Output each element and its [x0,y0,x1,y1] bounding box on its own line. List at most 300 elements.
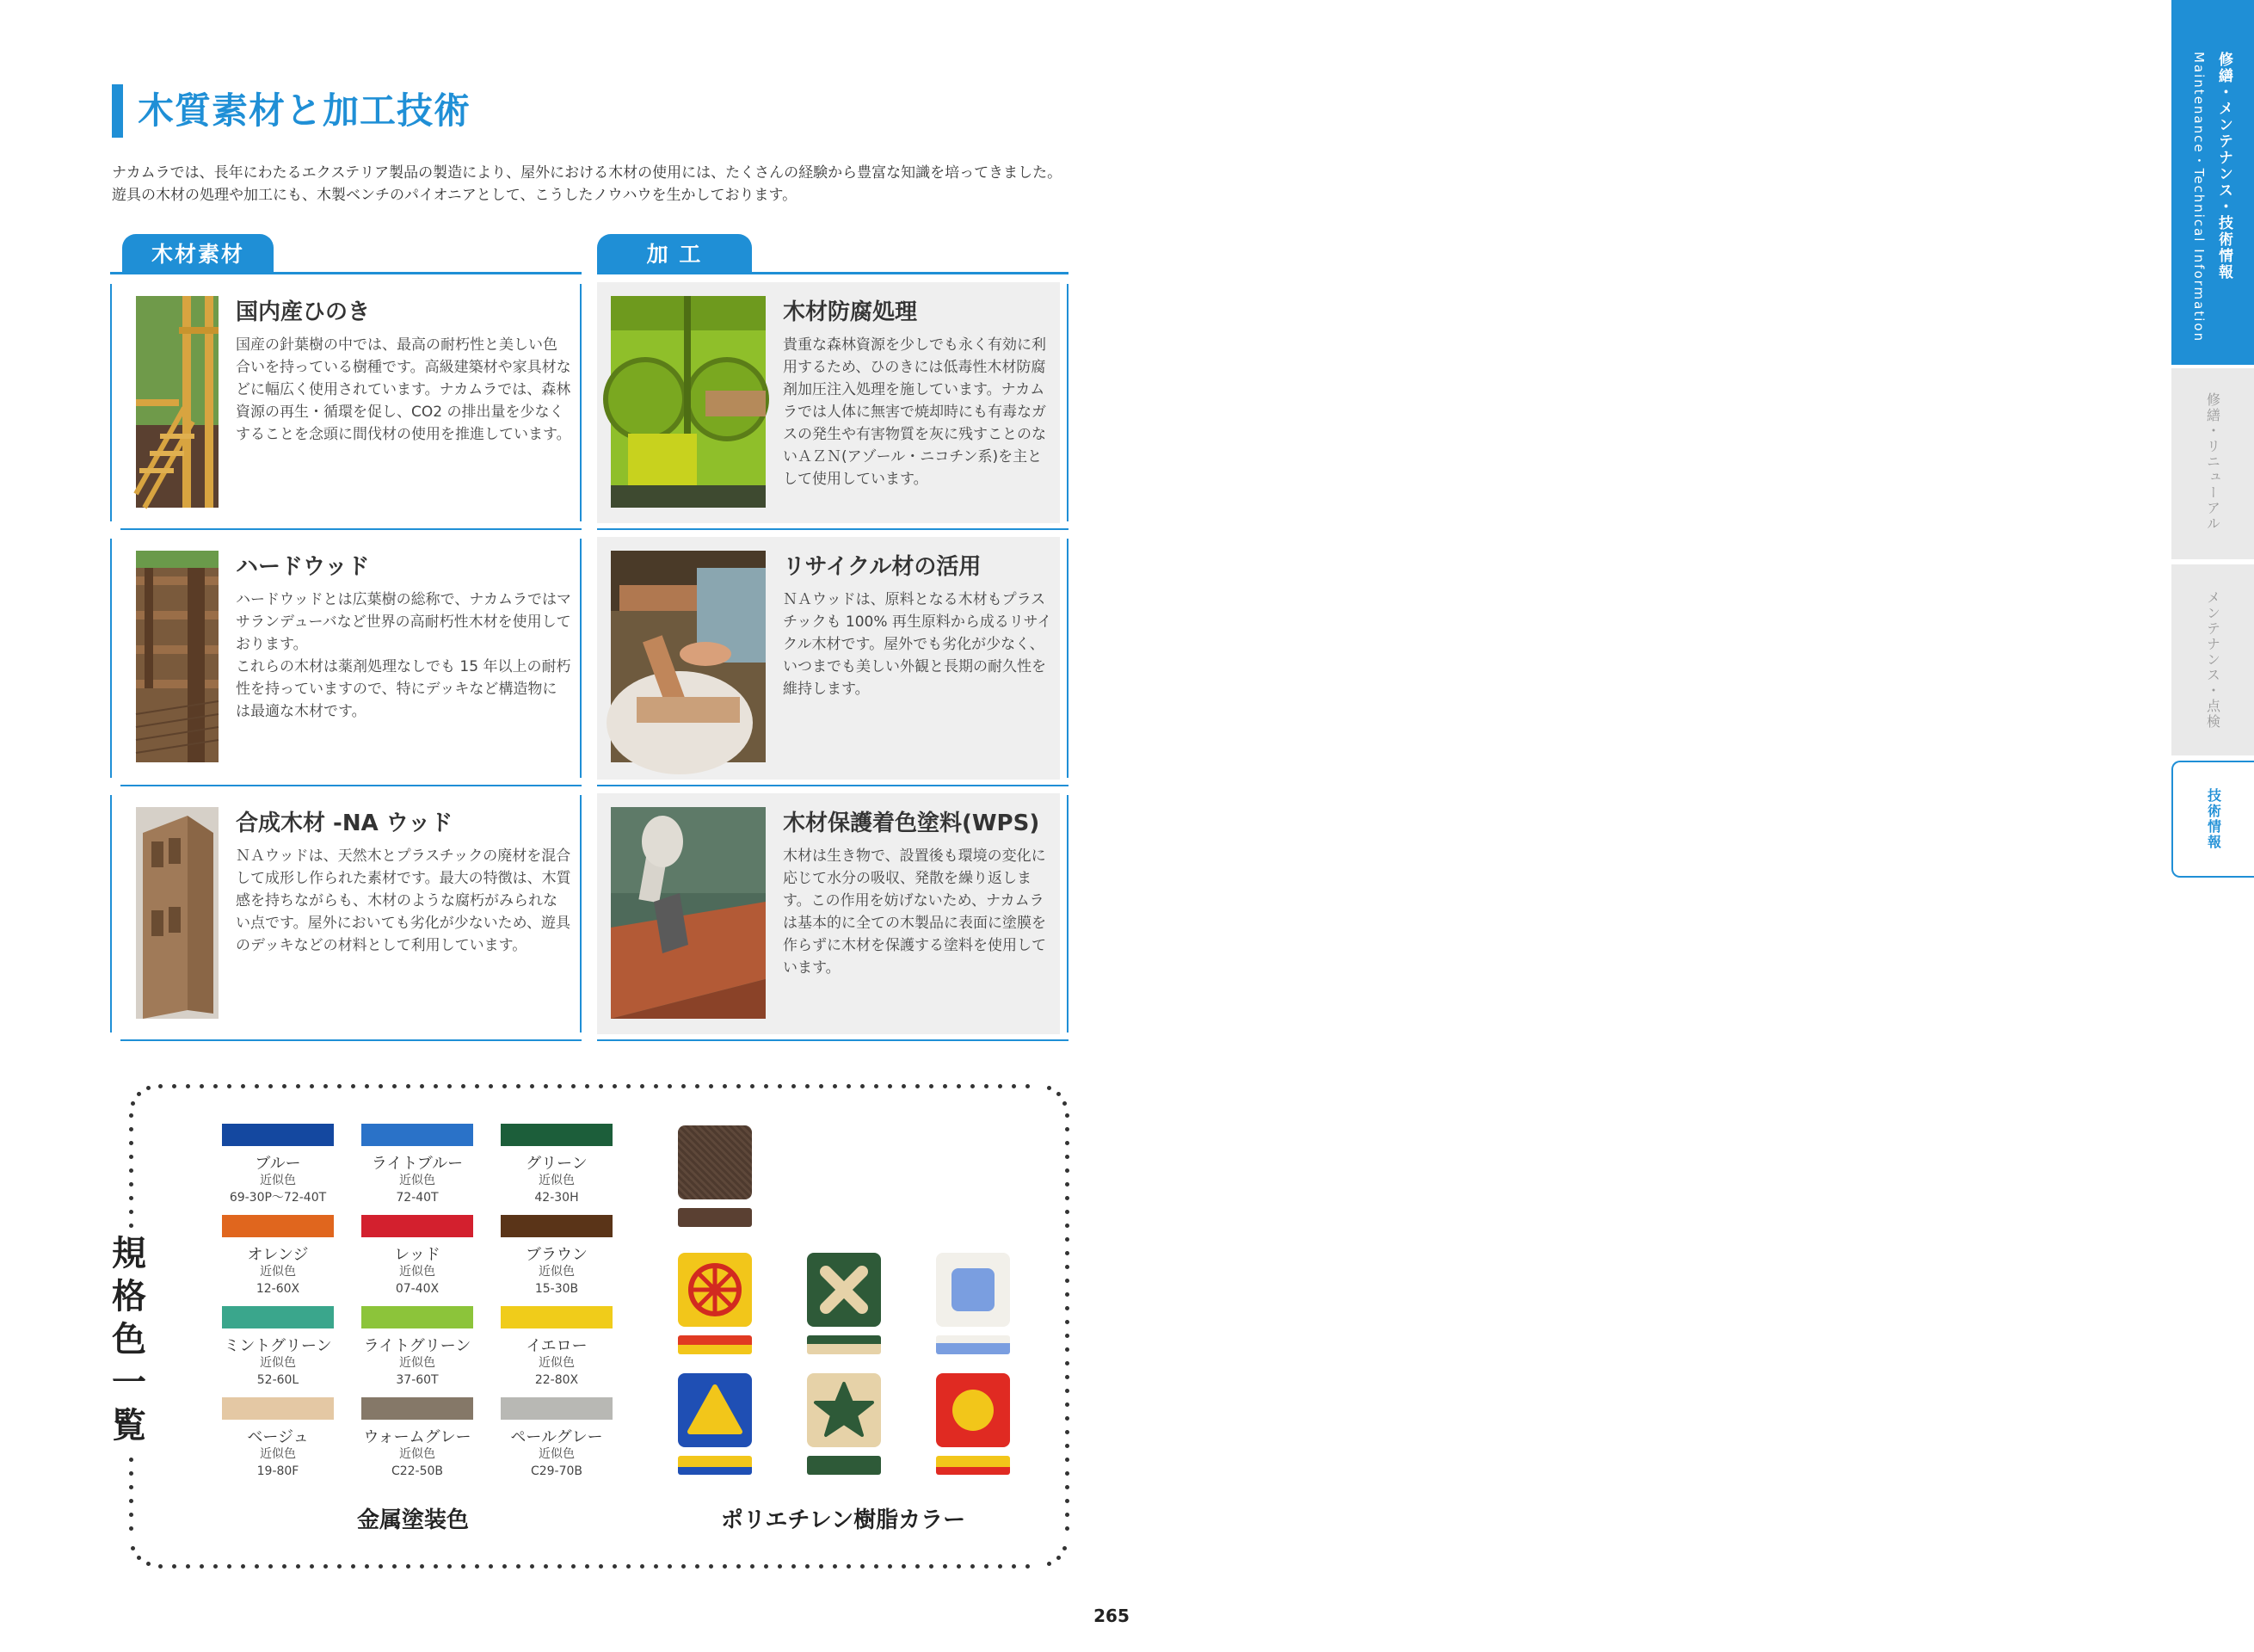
frame-dot [681,1084,686,1088]
yellow-red-strip [936,1456,1010,1475]
frame-dot [1065,1210,1069,1214]
frame-dot [1065,1513,1069,1517]
frame-dot [137,1556,141,1560]
color-name: グリーン [526,1155,588,1173]
frame-dot [1025,1084,1030,1088]
approx-color-label: 近似色 [260,1174,296,1187]
frame-dot [406,1084,410,1088]
card-edge-line [110,795,112,1032]
star-shape-icon [807,1373,881,1447]
frame-dot [1012,1084,1016,1088]
green-beige-strip [807,1335,881,1354]
color-code: C22-50B [391,1464,444,1478]
wps-painting-photo [611,807,766,1019]
frame-dot [1062,1101,1067,1106]
row-divider [120,785,582,786]
color-code: 15-30B [534,1282,579,1296]
frame-dot [695,1084,699,1088]
frame-dot [129,1513,133,1517]
color-name: イエロー [526,1337,588,1355]
frame-dot [296,1084,300,1088]
frame-dot [998,1084,1002,1088]
color-name: オレンジ [247,1246,309,1264]
color-name: ライトグリーン [363,1337,471,1355]
frame-dot [585,1564,589,1569]
x-shape-icon [807,1253,881,1327]
frame-dot [137,1092,141,1096]
row-divider [597,528,1068,530]
frame-dot [241,1564,245,1569]
color-swatch [361,1215,473,1237]
card-edge-line [110,284,112,521]
color-swatch [501,1215,613,1237]
frame-dot [461,1084,465,1088]
section-line-right [597,272,1068,274]
frame-dot [750,1564,754,1569]
frame-dot [819,1084,823,1088]
frame-dot [888,1084,892,1088]
frame-dot [241,1084,245,1088]
color-swatch [361,1124,473,1146]
approx-color-label: 近似色 [399,1265,435,1279]
frame-dot [1065,1444,1069,1448]
frame-dot [902,1564,906,1569]
frame-dot [351,1084,355,1088]
frame-dot [129,1224,133,1228]
green-strip [807,1456,881,1475]
frame-dot [888,1564,892,1569]
frame-dot [613,1084,617,1088]
frame-dot [1065,1471,1069,1476]
approx-color-label: 近似色 [539,1174,575,1187]
approx-color-label: 近似色 [399,1174,435,1187]
frame-dot [227,1084,231,1088]
frame-dot [847,1084,851,1088]
white-blue-strip [936,1335,1010,1354]
frame-dot [1065,1416,1069,1421]
frame-dot [129,1182,133,1187]
side-tab-label: 修繕・リニューアル [2204,392,2221,532]
frame-dot [1065,1334,1069,1338]
color-name: ブラウン [526,1246,588,1264]
frame-dot [434,1564,438,1569]
frame-dot [778,1564,782,1569]
color-name: ブルー [255,1155,301,1173]
color-code: 69-30P～72-40T [229,1191,327,1205]
frame-dot [668,1084,672,1088]
card-title: ハードウッド [236,554,370,580]
frame-dot [778,1084,782,1088]
frame-dot [544,1084,548,1088]
frame-dot [1065,1196,1069,1200]
frame-dot [516,1084,520,1088]
side-tab-label: 修繕・メンテナンス・技術情報 [2215,52,2232,280]
row-divider [120,528,582,530]
frame-dot [146,1086,151,1090]
frame-dot [654,1564,658,1569]
colors-vertical-title: 規格色一覧 [108,1229,150,1451]
row-divider [120,1039,582,1041]
frame-dot [129,1141,133,1145]
approx-color-label: 近似色 [399,1447,435,1461]
frame-dot [805,1084,810,1088]
frame-dot [268,1084,273,1088]
card-edge-line [110,539,112,778]
frame-dot [1065,1320,1069,1324]
color-name: ウォームグレー [363,1428,471,1446]
frame-dot [365,1564,369,1569]
frame-dot [158,1564,163,1569]
metal-colors-title: 金属塗装色 [356,1507,469,1533]
side-tab-label: メンテナンス・点検 [2204,590,2221,730]
approx-color-label: 近似色 [539,1447,575,1461]
frame-dot [516,1564,520,1569]
color-code: 22-80X [534,1373,579,1387]
frame-dot [129,1210,133,1214]
frame-dot [129,1458,133,1462]
card-edge-line [580,284,582,521]
color-swatch [222,1397,334,1420]
card-body: 木材は生き物で、設置後も環境の変化に応じて水分の吸収、発散を繰り返します。この作用を妨げないため、ナカムラは基本的に全ての木製品に表面に塗膜を作らずに木材を保護する塗料を使用しています。 [783,848,1046,977]
frame-dot [695,1564,699,1569]
card-edge-line [1067,284,1068,521]
color-swatch [501,1306,613,1328]
section-line-left [110,272,582,274]
frame-dot [131,1101,135,1106]
frame-dot [833,1084,837,1088]
frame-dot [1065,1526,1069,1531]
approx-color-label: 近似色 [539,1265,575,1279]
frame-dot [227,1564,231,1569]
frame-dot [1065,1347,1069,1352]
side-nav [1086,0,2232,878]
color-code: 19-80F [256,1464,299,1478]
frame-dot [736,1084,741,1088]
frame-dot [902,1084,906,1088]
frame-dot [544,1564,548,1569]
frame-dot [1065,1168,1069,1173]
color-code: C29-70B [530,1464,583,1478]
frame-dot [791,1564,796,1569]
frame-dot [1065,1402,1069,1407]
frame-dot [874,1084,878,1088]
frame-dot [530,1084,534,1088]
frame-dot [213,1564,218,1569]
frame-dot [1065,1251,1069,1255]
frame-dot [681,1564,686,1569]
frame-dot [434,1084,438,1088]
frame-dot [1025,1564,1030,1569]
blue-yellow-triangle-panel [678,1373,752,1447]
frame-dot [1065,1306,1069,1310]
card-edge-line [580,795,582,1032]
frame-dot [172,1084,176,1088]
frame-dot [860,1084,865,1088]
frame-dot [530,1564,534,1569]
color-swatch [222,1124,334,1146]
frame-dot [819,1564,823,1569]
red-yellow-circle-panel [936,1373,1010,1447]
color-name: レッド [394,1246,440,1264]
frame-dot [613,1564,617,1569]
circle-shape-icon [952,1390,994,1431]
color-code: 52-60L [256,1373,299,1387]
frame-dot [929,1564,933,1569]
frame-dot [172,1564,176,1569]
frame-dot [668,1564,672,1569]
frame-dot [585,1084,589,1088]
frame-dot [489,1084,493,1088]
frame-dot [129,1471,133,1476]
frame-dot [571,1084,576,1088]
intro-text: ナカムラでは、長年にわたるエクステリア製品の製造により、屋外における木材の使用には、たくさんの経験から豊富な知識を培ってきました。遊具の木材の処理や加工にも、木製ベンチのパイオニアとして、こうしたノウハウを生かしております。 [112,164,1062,204]
card-body: ＮＡウッドは、天然木とプラスチックの廃材を混合して成形し作られた素材です。最大の特徴は、木質感を持ちながらも、木材のような腐朽がみられない点です。屋外においても劣化が少ないため、遊具のデッキなどの材料として利用しています。 [236,848,571,954]
frame-dot [970,1084,975,1088]
frame-dot [599,1084,603,1088]
frame-dot [599,1564,603,1569]
color-name: ベージュ [247,1428,309,1446]
color-swatch [222,1215,334,1237]
frame-dot [1065,1485,1069,1489]
frame-dot [379,1564,383,1569]
white-blue-square-panel [936,1253,1010,1327]
side-tab-maintenance-technical[interactable] [2171,0,2254,365]
frame-dot [420,1564,424,1569]
side-tab-sublabel: Maintenance・Technical Information [2191,52,2207,343]
side-tab-renewal[interactable] [2171,368,2254,559]
frame-dot [860,1564,865,1569]
preservative-treatment-photo [611,296,766,508]
color-swatch [501,1397,613,1420]
card-title: 木材保護着色塗料(WPS) [783,811,1040,836]
card-title: 木材防腐処理 [783,299,918,325]
frame-dot [129,1526,133,1531]
frame-dot [1065,1389,1069,1393]
frame-dot [1065,1182,1069,1187]
frame-dot [1012,1564,1016,1569]
polyethylene-samples [671,1119,1015,1489]
triangle-shape-icon [678,1373,752,1447]
hinoki-playground-photo [136,296,219,508]
frame-dot [129,1127,133,1131]
color-swatch [361,1397,473,1420]
frame-dot [323,1564,328,1569]
section-tab-materials: 木材素材 [122,234,274,272]
frame-dot [131,1546,135,1550]
frame-dot [626,1084,631,1088]
card-body: 国産の針葉樹の中では、最高の耐朽性と美しい色合いを持っている樹種です。高級建築材や家具材などに幅広く使用されています。ナカムラでは、森林資源の再生・循環を促し、CO2 の排出量を少なくすることを念頭に間伐材の使用を推進しています。 [236,336,571,443]
frame-dot [1065,1292,1069,1297]
frame-dot [379,1084,383,1088]
color-code: 12-60X [256,1282,300,1296]
brown-strip [678,1208,752,1227]
frame-dot [943,1564,947,1569]
section-tab-processing: 加 工 [597,234,752,272]
frame-dot [1056,1092,1061,1096]
frame-dot [268,1564,273,1569]
frame-dot [957,1084,961,1088]
wheel-icon [678,1253,752,1327]
frame-dot [282,1084,286,1088]
frame-dot [571,1564,576,1569]
side-tab-label: 技術情報 [2205,788,2222,850]
frame-dot [709,1084,713,1088]
frame-dot [255,1564,259,1569]
title-accent-bar [112,84,123,138]
card-edge-line [580,539,582,778]
frame-dot [984,1084,988,1088]
frame-dot [282,1564,286,1569]
hardwood-deck-photo [136,551,219,762]
recycling-work-photo [611,551,766,762]
color-code: 07-40X [395,1282,440,1296]
frame-dot [489,1564,493,1569]
frame-dot [351,1564,355,1569]
frame-dot [654,1084,658,1088]
color-swatch [501,1124,613,1146]
frame-dot [323,1084,328,1088]
frame-dot [970,1564,975,1569]
frame-dot [874,1564,878,1569]
frame-dot [640,1084,644,1088]
frame-dot [310,1084,314,1088]
frame-dot [764,1084,768,1088]
frame-dot [129,1499,133,1503]
page-number: 265 [1093,1606,1130,1626]
frame-dot [1062,1546,1067,1550]
frame-dot [447,1564,452,1569]
frame-dot [1065,1279,1069,1283]
na-wood-profile-photo [136,807,219,1019]
color-code: 37-60T [396,1373,439,1387]
frame-dot [502,1564,507,1569]
frame-dot [392,1564,397,1569]
frame-dot [1065,1224,1069,1228]
beige-green-star-panel [807,1373,881,1447]
frame-dot [296,1564,300,1569]
frame-dot [129,1155,133,1159]
color-code: 42-30H [534,1191,579,1205]
approx-color-label: 近似色 [399,1356,435,1370]
approx-color-label: 近似色 [539,1356,575,1370]
frame-dot [998,1564,1002,1569]
red-yellow-strip [678,1335,752,1354]
frame-dot [129,1168,133,1173]
frame-dot [791,1084,796,1088]
frame-dot [129,1113,133,1118]
polyethylene-colors-title: ポリエチレン樹脂カラー [720,1507,966,1533]
frame-dot [1065,1458,1069,1462]
frame-dot [750,1084,754,1088]
frame-dot [1065,1499,1069,1503]
page-title: 木質素材と加工技術 [138,89,471,132]
frame-dot [337,1084,342,1088]
frame-dot [1065,1113,1069,1118]
color-swatch [361,1306,473,1328]
card-title: リサイクル材の活用 [783,554,982,580]
color-code: 72-40T [396,1191,439,1205]
frame-dot [1065,1127,1069,1131]
green-beige-x-panel [807,1253,881,1327]
color-name: ペールグレー [510,1428,603,1446]
row-divider [597,1039,1068,1041]
frame-dot [420,1084,424,1088]
frame-dot [1065,1155,1069,1159]
frame-dot [255,1084,259,1088]
frame-dot [200,1084,204,1088]
approx-color-label: 近似色 [260,1447,296,1461]
approx-color-label: 近似色 [260,1265,296,1279]
frame-dot [1065,1375,1069,1379]
card-body: ＮＡウッドは、原料となる木材もプラスチックも 100% 再生原料から成るリサイクル木材です。屋外でも劣化が少なく、いつまでも美しい外観と長期の耐久性を維持します。 [783,591,1052,698]
frame-dot [213,1084,218,1088]
frame-dot [915,1564,920,1569]
card-body: ハードウッドとは広葉樹の総称で、ナカムラではマサランデューバなど世界の高耐朽性木材を使用しております。 これらの木材は薬剤処理なしでも 15 年以上の耐朽性を持っていますので、特にデッキなど構造物には最適な木材です。 [236,591,571,720]
frame-dot [1065,1141,1069,1145]
frame-dot [1065,1237,1069,1242]
frame-dot [447,1084,452,1088]
frame-dot [200,1564,204,1569]
card-title: 国内産ひのき [236,299,371,325]
frame-dot [1056,1556,1061,1560]
blue-yellow-strip [678,1456,752,1475]
frame-dot [129,1485,133,1489]
frame-dot [392,1084,397,1088]
frame-dot [736,1564,741,1569]
frame-dot [406,1564,410,1569]
frame-dot [847,1564,851,1569]
frame-dot [943,1084,947,1088]
frame-dot [475,1084,479,1088]
frame-dot [461,1564,465,1569]
approx-color-label: 近似色 [260,1356,296,1370]
card-title: 合成木材 -NA ウッド [236,811,453,836]
frame-dot [805,1564,810,1569]
frame-dot [723,1084,727,1088]
color-name: ライトブルー [371,1155,464,1173]
color-swatch [222,1306,334,1328]
frame-dot [723,1564,727,1569]
card-edge-line [1067,539,1068,778]
frame-dot [557,1564,562,1569]
frame-dot [186,1084,190,1088]
side-tab-inspection[interactable] [2171,564,2254,755]
frame-dot [929,1084,933,1088]
card-edge-line [1067,795,1068,1032]
frame-dot [1065,1430,1069,1434]
frame-dot [337,1564,342,1569]
frame-dot [1065,1361,1069,1365]
frame-dot [158,1084,163,1088]
frame-dot [129,1196,133,1200]
frame-dot [1047,1086,1051,1090]
frame-dot [365,1084,369,1088]
frame-dot [626,1564,631,1569]
frame-dot [1065,1265,1069,1269]
frame-dot [557,1084,562,1088]
row-divider [597,785,1068,786]
color-name: ミントグリーン [224,1337,332,1355]
frame-dot [915,1084,920,1088]
frame-dot [146,1562,151,1566]
side-tab-technical-info[interactable] [2171,761,2254,878]
frame-dot [709,1564,713,1569]
brown-textured-panel [678,1125,752,1199]
card-body: 貴重な森林資源を少しでも永く有効に利用するため、ひのきには低毒性木材防腐剤加圧注入処理を施しています。ナカムラでは人体に無害で焼却時にも有毒なガスの発生や有害物質を灰に残すことのないＡＺＮ(アゾール・ニコチン系)を主として使用しています。 [783,336,1046,488]
frame-dot [502,1084,507,1088]
frame-dot [957,1564,961,1569]
frame-dot [764,1564,768,1569]
